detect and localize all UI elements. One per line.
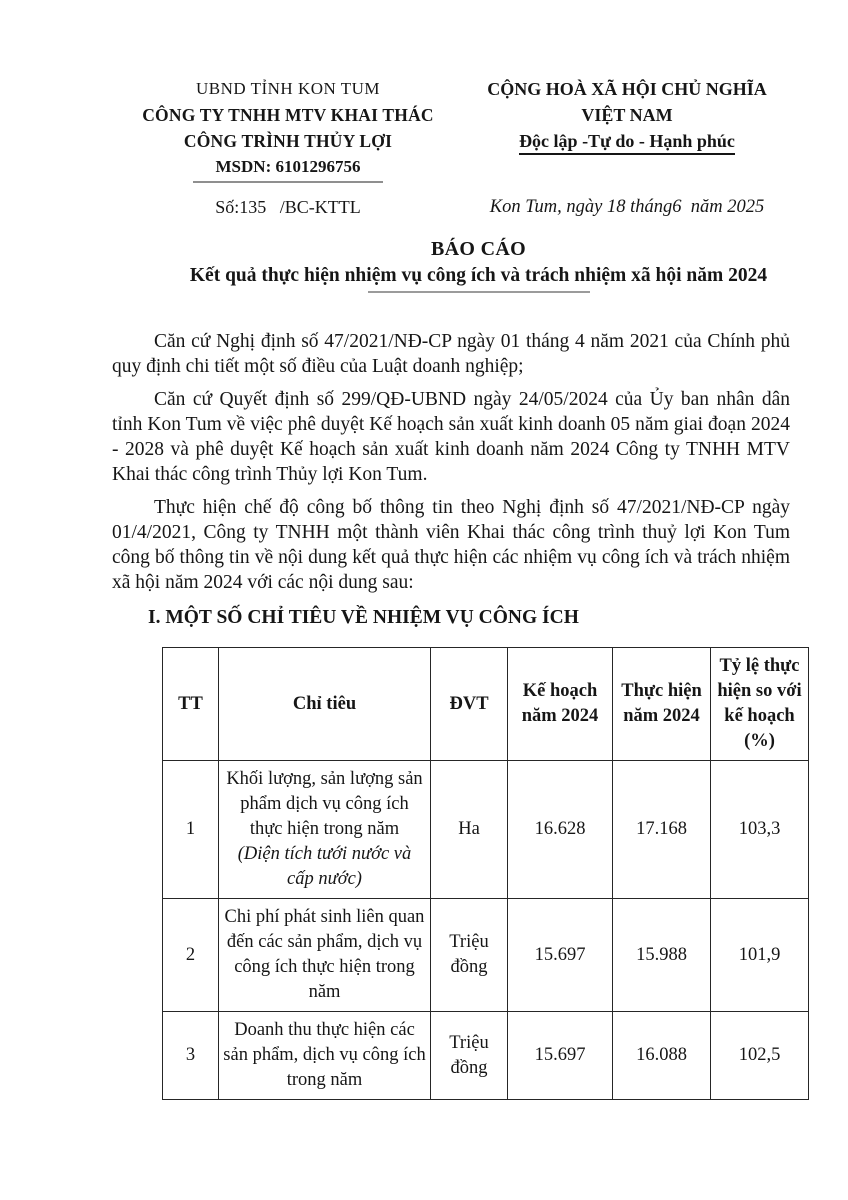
table-row [163,1012,809,1100]
row-plan-value: 15.697 [508,1012,613,1100]
row-indicator [219,1012,431,1100]
header-thuc-hien: Thực hiện năm 2024 [613,648,711,761]
row-unit: Triệu đồng [431,899,508,1012]
document-header [112,76,790,183]
row-plan-value: 16.628 [508,761,613,899]
row-unit: Triệu đồng [431,1012,508,1100]
msdn-underline [193,181,383,183]
row-actual-value: 17.168 [613,761,711,899]
row-ratio-value: 101,9 [711,899,809,1012]
authority-name: UBND TỈNH KON TUM [195,79,380,98]
row-ratio-value: 103,3 [711,761,809,899]
table-row [163,761,809,899]
national-title: CỘNG HOÀ XÃ HỘI CHỦ NGHĨA VIỆT NAM [487,79,767,125]
document-number: Số:135 /BC-KTTL [215,197,361,217]
row-index: 1 [163,761,219,899]
row-indicator-text: Doanh thu thực hiện các sản phẩm, dịch vụ công ích trong năm [223,1020,426,1090]
table-header-row [163,648,809,761]
national-motto-text: Độc lập -Tự do - Hạnh phúc [519,131,735,155]
company-msdn: MSDN: 6101296756 [215,157,361,176]
title-block [112,236,790,293]
report-title: BÁO CÁO [431,238,526,260]
row-indicator-note: (Diện tích tưới nước và cấp nước) [237,844,412,889]
row-plan-value: 15.697 [508,899,613,1012]
header-dvt: ĐVT [431,648,508,761]
row-ratio-value: 102,5 [711,1012,809,1100]
national-motto [464,131,790,152]
paragraph-disclosure: Thực hiện chế độ công bố thông tin theo Nghị định số 47/2021/NĐ-CP ngày 01/4/2021, Công ty TNHH một thành viên Khai thác công trình thuỷ lợi Kon Tum công bố thông tin về nội dung kết quả thực hiện các nhiệm vụ công ích và trách nhiệm xã hội năm 2024 với các nội dung sau: [112,497,790,593]
table-row [163,899,809,1012]
row-index: 3 [163,1012,219,1100]
row-actual-value: 15.988 [613,899,711,1012]
company-name-line2: CÔNG TRÌNH THỦY LỢI [183,131,393,151]
header-chi-tieu: Chỉ tiêu [219,648,431,761]
row-indicator [219,899,431,1012]
report-subtitle: Kết quả thực hiện nhiệm vụ công ích và trách nhiệm xã hội năm 2024 [189,265,768,286]
public-service-indicators-table [162,647,809,1100]
title-underline [368,291,590,293]
body-text [112,329,790,631]
paragraph-legal-basis-2: Căn cứ Quyết định số 299/QĐ-UBND ngày 24/05/2024 của Ủy ban nhân dân tỉnh Kon Tum về việc phê duyệt Kế hoạch sản xuất kinh doanh 05 năm giai đoạn 2024 - 2028 và phê duyệt Kế hoạch sản xuất kinh doanh năm 2024 Công ty TNHH MTV Khai thác công trình Thủy lợi Kon Tum. [112,389,790,485]
paragraph-legal-basis-1: Căn cứ Nghị định số 47/2021/NĐ-CP ngày 01 tháng 4 năm 2021 của Chính phủ quy định chi tiết một số điều của Luật doanh nghiệp; [112,331,790,377]
row-indicator [219,761,431,899]
row-indicator-text: Khối lượng, sản lượng sản phẩm dịch vụ công ích thực hiện trong năm [226,769,423,839]
section-1-heading: I. MỘT SỐ CHỈ TIÊU VỀ NHIỆM VỤ CÔNG ÍCH [148,607,579,628]
issuing-org-block [112,76,464,183]
document-number-row [112,197,790,218]
row-unit: Ha [431,761,508,899]
national-heading-block [464,76,790,183]
row-indicator-text: Chi phí phát sinh liên quan đến các sản phẩm, dịch vụ công ích thực hiện trong năm [224,907,425,1002]
row-index: 2 [163,899,219,1012]
place-date-line: Kon Tum, ngày 18 tháng6 năm 2025 [489,197,765,217]
header-ke-hoach: Kế hoạch năm 2024 [508,648,613,761]
header-ty-le: Tỷ lệ thực hiện so với kế hoạch (%) [711,648,809,761]
header-tt: TT [163,648,219,761]
row-actual-value: 16.088 [613,1012,711,1100]
company-name-line1: CÔNG TY TNHH MTV KHAI THÁC [142,105,434,125]
